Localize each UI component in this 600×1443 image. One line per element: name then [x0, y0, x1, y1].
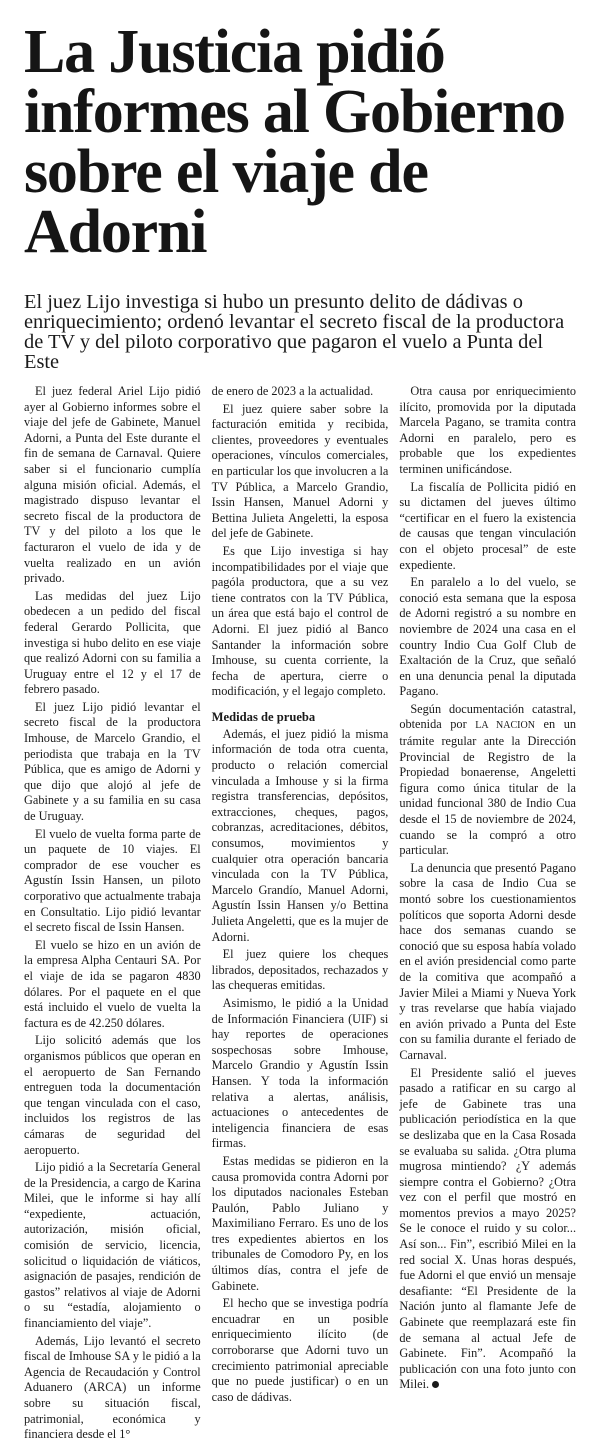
subheading: Medidas de prueba [211, 709, 316, 724]
body-column-1 [24, 384, 201, 1443]
paragraph: La denuncia que presentó Pagano sobre la casa de Indio Cua se montó sobre los cuestionamientos políticos que soporta Adorni desde hace dos semanas cuando se conoció que su esposa había volado en el avión presidencial como parte de la comitiva que acompañó a Javier Milei a Miami y Nueva York y tras revelarse que había viajado en avión privado a Punta del Este con su familia durante el feriado de Carnaval. [399, 860, 577, 1062]
paragraph: El juez federal Ariel Lijo pidió ayer al Gobierno informes sobre el viaje del jefe de Gabinete, Manuel Adorni, a Punta del Este durante el fin de semana de Carnaval. Quiere saber si el funcionario cumplía alguna misión oficial. Además, el magistrado dispuso levantar el secreto fiscal de la productora de TV y del piloto a los que le facturaron el vuelo de ida y de vuelta realizado en un avión privado. [24, 384, 201, 586]
paragraph: La fiscalía de Pollicita pidió en su dictamen del jueves último “certificar en el fuero la existencia de causas que tengan vinculación con el objeto procesal” de este expediente. [399, 479, 577, 572]
text-run: en un trámite regular ante la Dirección Provincial de Registro de la Propiedad bonaerense, Angeletti figura como única titular de la unidad funcional 380 de Indio Cua desde el 15 de noviembre de 2024, cuando se la compró a otro particular. [399, 717, 577, 858]
body-column-3 [399, 384, 576, 1443]
paragraph: Lijo solicitó además que los organismos públicos que operan en el aeropuerto de San Fernando entreguen toda la documentación que tengan vinculada con el caso, incluidos los registros de las cámaras de seguridad del aeropuerto. [24, 1033, 201, 1157]
body-column-2 [212, 384, 389, 1443]
paragraph: Estas medidas se pidieron en la causa promovida contra Adorni por los diputados nacionales Esteban Paulón, Pablo Juliano y Maximiliano Ferraro. Es uno de los tres expedientes abiertos en los tribunales de Comodoro Py, en los últimos días, contra el jefe de Gabinete. [211, 1153, 389, 1293]
paragraph: Otra causa por enriquecimiento ilícito, promovida por la diputada Marcela Pagano, se tramita contra Adorni en paralelo, pero es probable que los expedientes terminen unificándose. [399, 384, 577, 476]
paragraph: El vuelo de vuelta forma parte de un paquete de 10 viajes. El comprador de ese voucher es Agustín Issin Hansen, un piloto corporativo que actualmente trabaja en Consultatio. Lijo pidió levantar el secreto fiscal de Issin Hansen. [24, 826, 201, 935]
paragraph: Además, el juez pidió la misma información de toda otra cuenta, producto o relación comercial vinculada a Imhouse y si la firma registra transferencias, depósitos, extracciones, cheques, pagos, cobranzas, acreditaciones, débitos, consumos, movimientos y cualquier otra operación bancaria vinculada con la TV Pública, Marcelo Grandío, Manuel Adorni, Agustín Issin Hansen y/o Bettina Julieta Angeletti, que es la mujer de Adorni. [211, 726, 389, 944]
end-of-article-bullet-icon [432, 1381, 439, 1388]
paragraph [399, 702, 576, 859]
paragraph: de enero de 2023 a la actualidad. [211, 384, 374, 398]
paragraph: El juez quiere saber sobre la facturación emitida y recibida, clientes, proveedores y eventuales operaciones, vínculos comerciales, en particular los que involucren a la TV Pública, a Marcelo Grandio, Issin Hansen, Manuel Adorni y Bettina Julieta Angeletti, la esposa del jefe de Gabinete. [211, 401, 389, 541]
paragraph: Es que Lijo investiga si hay incompatibilidades por el viaje que pagóla productora, que a su vez tiene contratos con la TV Pública, un área que está bajo el control de Adorni. El juez pidió al Banco Santander la información sobre Imhouse, su cuenta corriente, la fecha de apertura, cierre o modificación, y el legajo completo. [211, 543, 389, 699]
paragraph: Asimismo, le pidió a la Unidad de Información Financiera (UIF) si hay reportes de operaciones sospechosas sobre Imhouse, Marcelo Grandio y Agustín Issin Hansen. Y toda la información relativa a alertas, análisis, actuaciones o antecedentes de inteligencia financiera de esas firmas. [211, 995, 389, 1151]
paragraph: Lijo pidió a la Secretaría General de la Presidencia, a cargo de Karina Milei, que le informe si hay allí “expediente, actuación, autorización, misión oficial, comisión de servicio, licencia, solicitud o liquidación de viáticos, asignación de pasajes, rendición de gastos” relativos al viaje de Adorni o su “estadía, alojamiento o financiamiento del viaje”. [24, 1160, 201, 1331]
paragraph: Las medidas del juez Lijo obedecen a un pedido del fiscal federal Gerardo Pollicita, que investiga si hubo delito en ese viaje que realizó Adorni con su familia a Uruguay entre el 12 y el 17 de febrero pasado. [24, 588, 201, 697]
paragraph: Además, Lijo levantó el secreto fiscal de Imhouse SA y le pidió a la Agencia de Recaudación y Control Aduanero (ARCA) un informe sobre su situación fiscal, patrimonial, económica y financiera desde el 1° [24, 1333, 201, 1442]
article-headline: La Justicia pidió informes al Gobierno sobre el viaje de Adorni [24, 18, 565, 266]
paragraph: El juez quiere los cheques librados, depositados, rechazados y las chequeras emitidas. [211, 947, 389, 993]
paragraph [399, 1066, 576, 1393]
text-run: El Presidente salió el jueves pasado a ratificar en su cargo al jefe de Gabinete tras una publicación periodística en la que se deslizaba que en la Casa Rosada se evaluaba su salida. ¿Otra pluma mugrosa mintiendo? ¿Y además siempre contra el Gobierno? ¿Otra vez con el perfil que mostró en momentos previos a mayo 2025? Se le conoce el ruido y su color... Así son... Fin”, escribió Milei en la red social X. Unas horas después, fue Adorni el que envió un mensaje desafiante: “El Presidente de la Nación junto al flamante Jefe de Gabinete que reemplazará este fin de semana al actual Jefe de Gabinete. Fin”. Acompañó la publicación con una foto junto con Milei. [399, 1065, 577, 1392]
paragraph: En paralelo a lo del vuelo, se conoció esta semana que la esposa de Adorni registró a su nombre en noviembre de 2024 una casa en el country Indio Cua Golf Club de Exaltación de la Cruz, que señaló en una denuncia penal la diputada Pagano. [399, 575, 577, 699]
publication-name: LA NACION [475, 720, 535, 732]
article-body [24, 384, 576, 1443]
paragraph: El vuelo se hizo en un avión de la empresa Alpha Centauri SA. Por el viaje de ida se pagaron 4830 dólares. Por el paquete en el que está incluido el vuelo de vuelta la factura es de 42.250 dólares. [24, 937, 201, 1030]
paragraph: El juez Lijo pidió levantar el secreto fiscal de la productora Imhouse, de Marcelo Grandio, el periodista que trabaja en la TV Pública, que es amigo de Adorni y que dijo que alojó al jefe de Gabinete y a su familia en su casa de Uruguay. [24, 699, 201, 824]
text-run: Según documentación catastral, obtenida por [399, 701, 577, 732]
paragraph: El hecho que se investiga podría encuadrar en un posible enriquecimiento ilícito (de corroborarse que Adorni tuvo un crecimiento patrimonial apreciable que no puede justificar) o en un caso de dádivas. [211, 1296, 389, 1404]
article-deck: El juez Lijo investiga si hubo un presunto delito de dádivas o enriquecimiento; ordenó levantar el secreto fiscal de la productora de TV y del piloto corporativo que pagaron el vuelo a Punta del Este [24, 291, 565, 373]
